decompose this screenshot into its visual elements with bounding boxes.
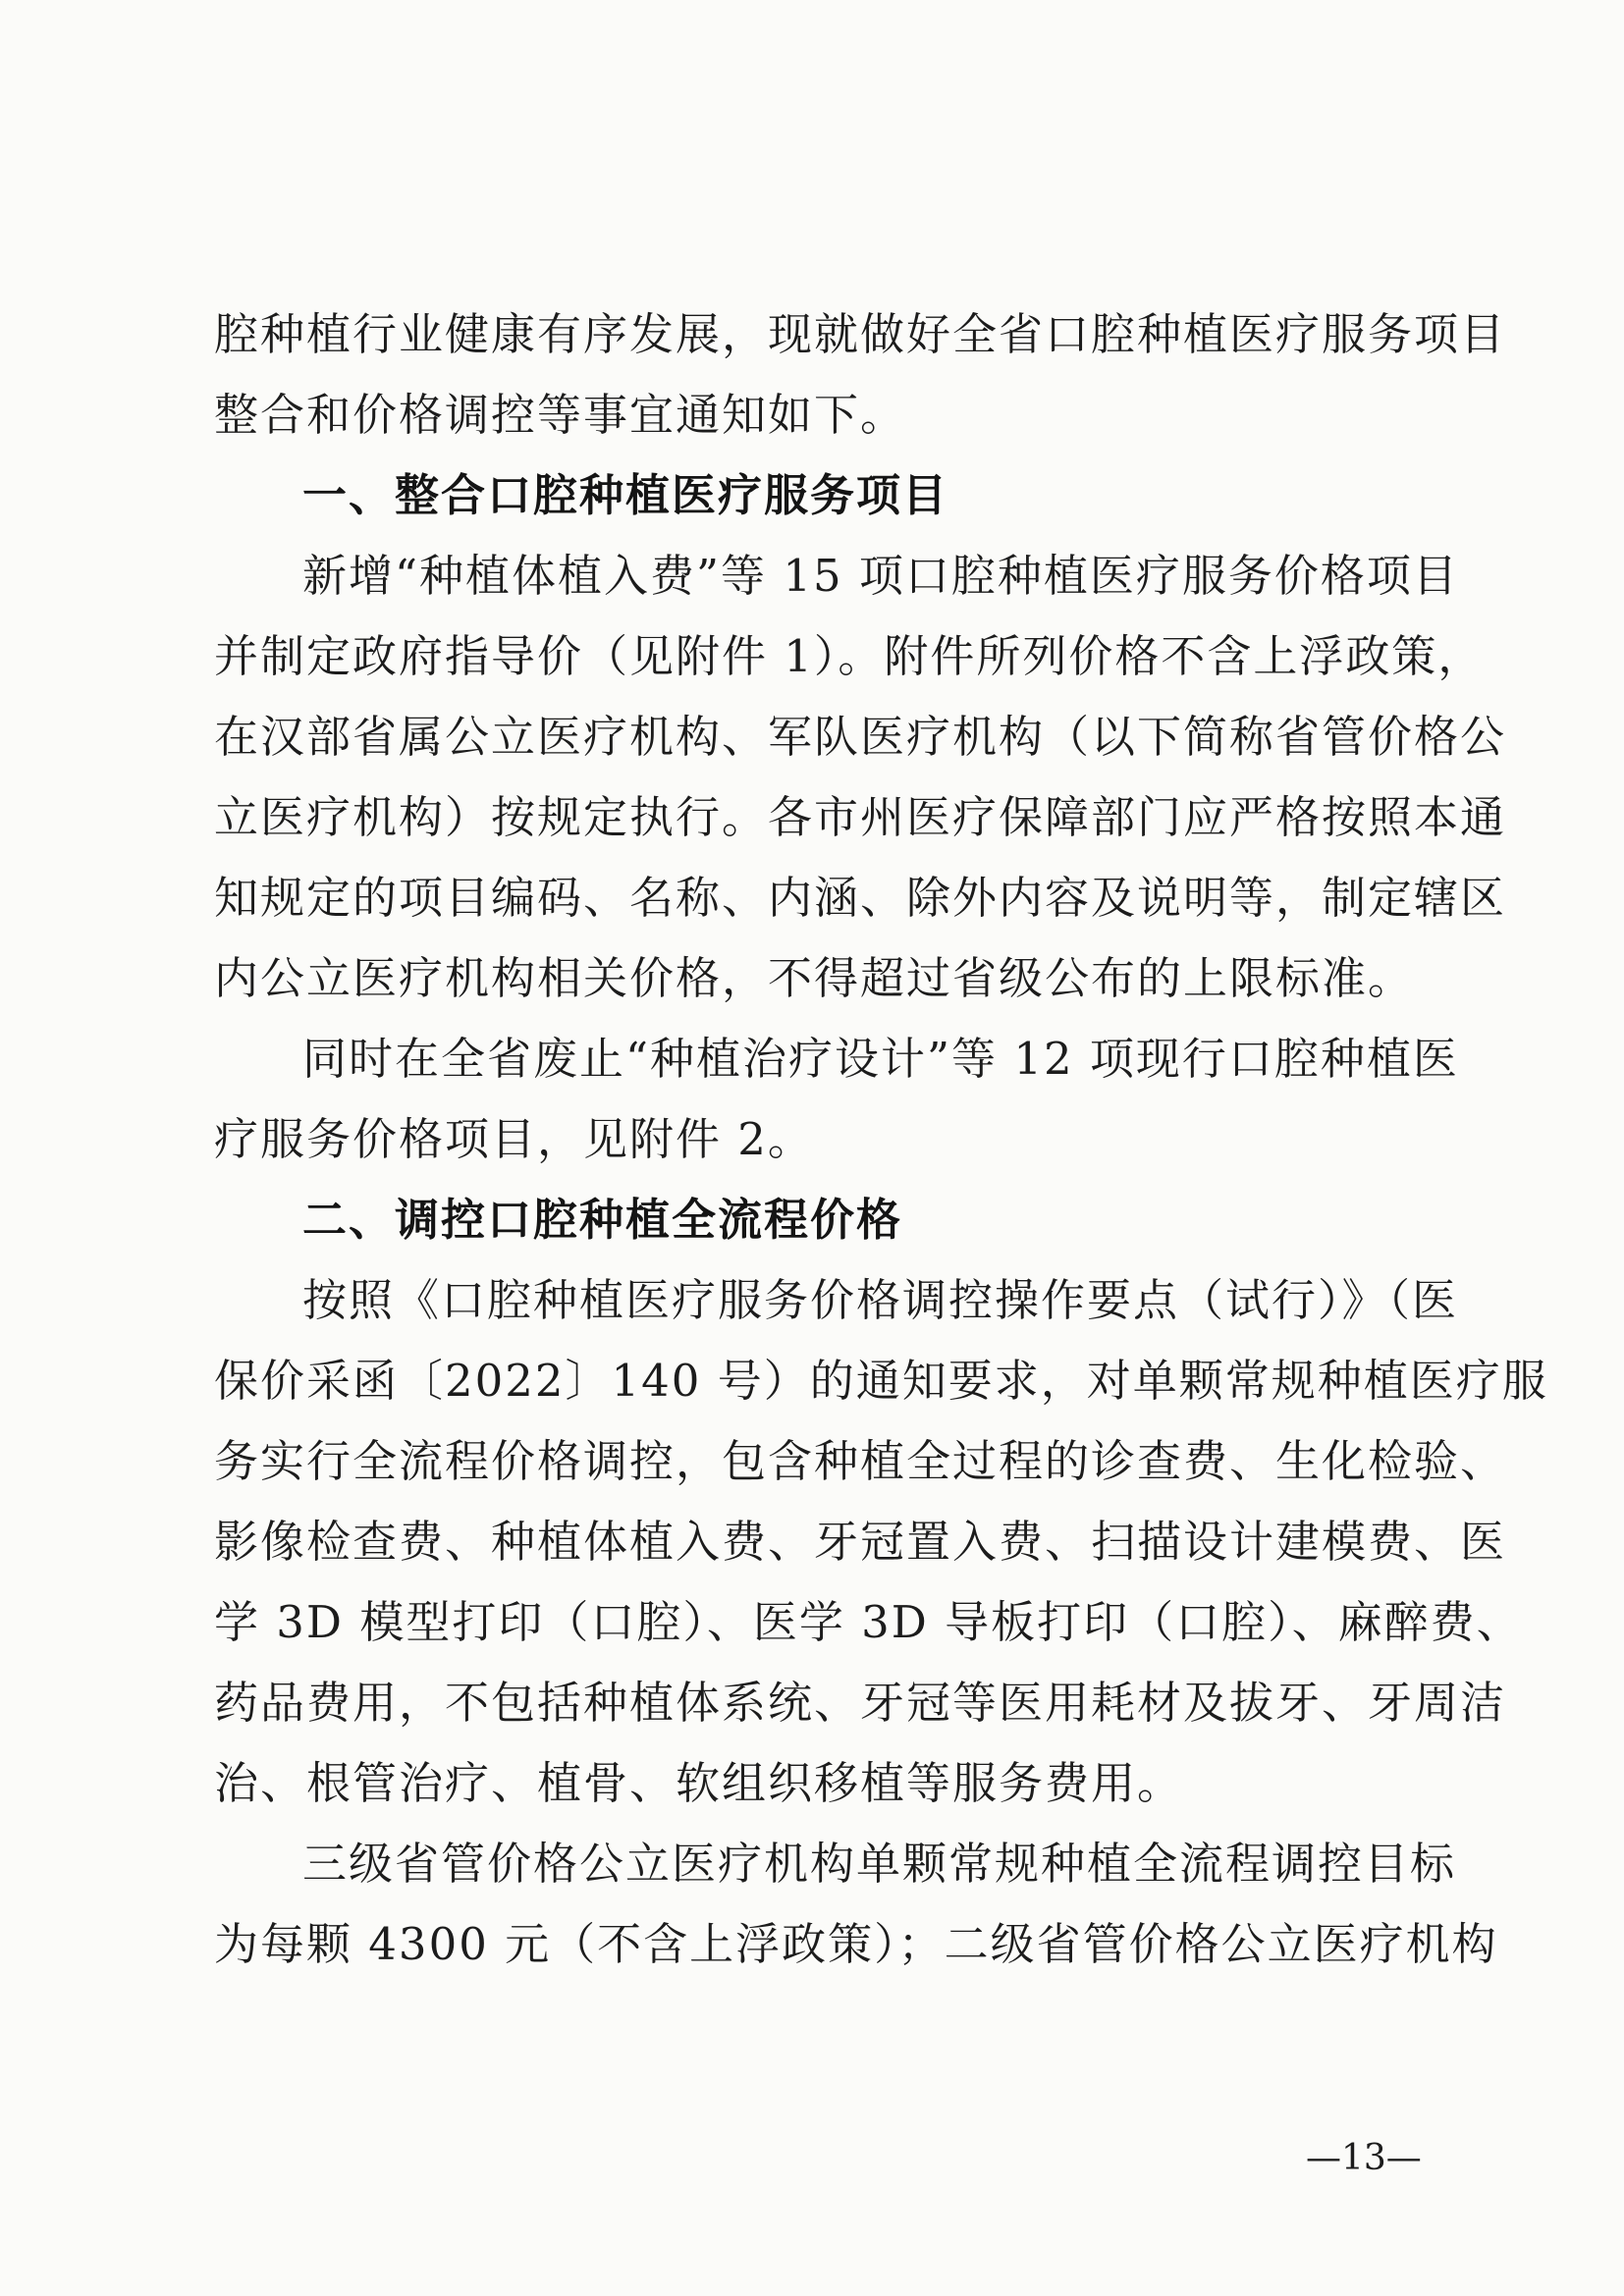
text-line: 按照《口腔种植医疗服务价格调控操作要点（试行）》（医 [302,1274,1459,1326]
text-line: 在汉部省属公立医疗机构、军队医疗机构（以下简称省管价格公 [214,711,1507,763]
text-line: 药品费用，不包括种植体系统、牙冠等医用耗材及拔牙、牙周洁 [214,1677,1507,1729]
text-line: 立医疗机构）按规定执行。各市州医疗保障部门应严格按照本通 [214,791,1507,843]
page-number: —13— [1306,2138,1422,2178]
text-line: 并制定政府指导价（见附件 1）。附件所列价格不含上浮政策， [214,630,1485,682]
text-line: 新增“种植体植入费”等 15 项口腔种植医疗服务价格项目 [302,550,1459,602]
text-line: 保价采函〔2022〕140 号）的通知要求，对单颗常规种植医疗服 [214,1355,1548,1407]
section-heading: 一、整合口腔种植医疗服务项目 [302,469,949,521]
text-line: 整合和价格调控等事宜通知如下。 [214,389,907,441]
section-heading: 二、调控口腔种植全流程价格 [302,1194,903,1246]
text-line: 知规定的项目编码、名称、内涵、除外内容及说明等，制定辖区 [214,872,1507,924]
text-line: 务实行全流程价格调控，包含种植全过程的诊查费、生化检验、 [214,1435,1507,1487]
text-line: 治、根管治疗、植骨、软组织移植等服务费用。 [214,1757,1184,1809]
text-line: 三级省管价格公立医疗机构单颗常规种植全流程调控目标 [302,1838,1457,1890]
document-body [214,294,1548,1985]
text-line: 同时在全省废止“种植治疗设计”等 12 项现行口腔种植医 [302,1033,1459,1085]
text-line: 学 3D 模型打印（口腔）、医学 3D 导板打印（口腔）、麻醉费、 [214,1596,1523,1648]
text-line: 影像检查费、种植体植入费、牙冠置入费、扫描设计建模费、医 [214,1516,1507,1568]
text-line: 内公立医疗机构相关价格，不得超过省级公布的上限标准。 [214,952,1415,1004]
text-line: 腔种植行业健康有序发展，现就做好全省口腔种植医疗服务项目 [214,308,1507,360]
text-line: 疗服务价格项目，见附件 2。 [214,1113,814,1165]
text-line: 为每颗 4300 元（不含上浮政策）；二级省管价格公立医疗机构 [214,1918,1498,1970]
